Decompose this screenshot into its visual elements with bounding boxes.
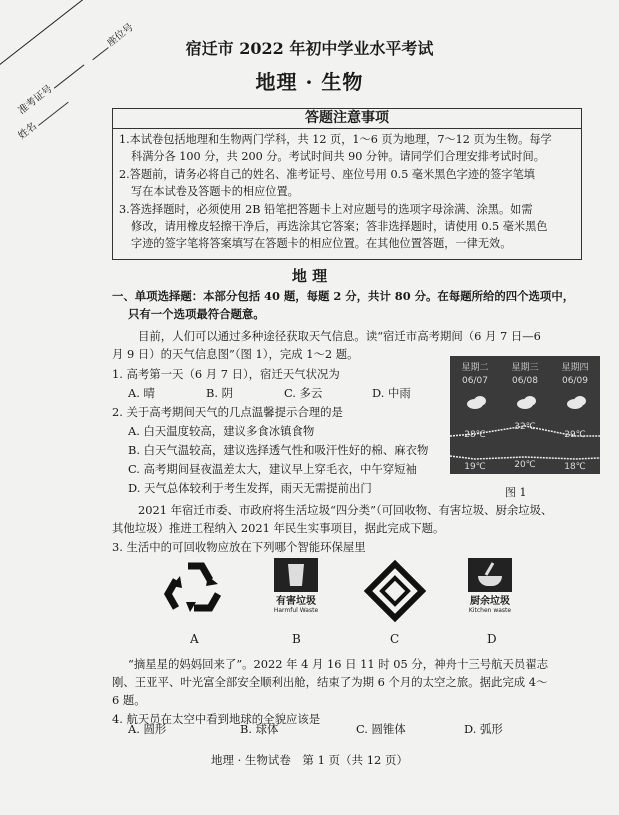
kitchen-icon bbox=[468, 558, 512, 592]
intro-q3-cont: 其他垃圾）推进工程纳入 2021 年民生实事项目，据此完成下题。 bbox=[112, 521, 445, 535]
page-footer: 地理 · 生物试卷 第 1 页（共 12 页） bbox=[210, 753, 409, 767]
bin-label-en: Harmful Waste bbox=[273, 607, 319, 614]
notice-line: 字迹的签字笔将答案填写在答题卡的相应位置。在其他位置答题，一律无效。 bbox=[131, 237, 512, 251]
figure-caption: 图 1 bbox=[505, 486, 527, 499]
intro-q1-2: 目前，人们可以通过多种途径获取天气信息。读“宿迁市高考期间（6 月 7 日—6 bbox=[138, 329, 541, 343]
harmful-waste-bin bbox=[256, 556, 336, 626]
bin-label-en: Kitchen waste bbox=[468, 607, 512, 614]
weather-graphics bbox=[450, 356, 600, 474]
q1-option-b: B. 阴 bbox=[206, 386, 234, 400]
notice-box bbox=[112, 108, 582, 260]
q4-stem: 4. 航天员在太空中看到地球的全貌应该是 bbox=[112, 712, 321, 726]
low-temp: 18℃ bbox=[564, 462, 586, 472]
notice-line: 修改，请用橡皮轻擦干净后，再选涂其它答案；答非选择题时，请使用 0.5 毫米黑色 bbox=[131, 220, 548, 234]
q1-option-a: A. 晴 bbox=[128, 386, 155, 400]
intro-q1-2-cont: 月 9 日）的天气信息图”（图 1），完成 1～2 题。 bbox=[112, 347, 359, 361]
date-label: 06/07 bbox=[462, 376, 488, 386]
q1-stem: 1. 高考第一天（6 月 7 日），宿迁天气状况为 bbox=[112, 367, 340, 381]
q4-options bbox=[128, 720, 548, 738]
intro-q4: “摘星星的妈妈回来了”。2022 年 4 月 16 日 11 时 05 分，神舟十三号航天员翟志 bbox=[128, 657, 549, 671]
q1-option-c: C. 多云 bbox=[284, 386, 323, 400]
weather-figure bbox=[450, 356, 600, 474]
q1-options bbox=[128, 384, 448, 402]
low-temp: 20℃ bbox=[514, 460, 536, 470]
exam-id-field: 准考证号 bbox=[14, 55, 88, 117]
name-field: 姓名 bbox=[14, 92, 72, 142]
bin-label-cn: 有害垃圾 bbox=[276, 596, 316, 607]
day-label: 星期四 bbox=[561, 363, 589, 373]
notice-line: 1.本试卷包括地理和生物两门学科，共 12 页，1～6 页为地理，7～12 页为生物。每学 bbox=[119, 133, 552, 146]
option-letter: A bbox=[190, 632, 199, 646]
high-temp: 32℃ bbox=[514, 422, 536, 432]
notice-line: 科满分各 100 分，共 200 分。考试时间共 90 分钟。请同学们合理安排考试时间。 bbox=[131, 150, 545, 164]
date-label: 06/09 bbox=[562, 376, 588, 386]
subject-title: 地理 · 生物 bbox=[255, 70, 364, 94]
notice-line: 写在本试卷及答题卡的相应位置。 bbox=[131, 185, 299, 199]
q4-option-d: D. 弧形 bbox=[464, 722, 503, 736]
q3-stem: 3. 生活中的可回收物应放在下列哪个智能环保屋里 bbox=[112, 540, 366, 554]
intro-q3: 2021 年宿迁市委、市政府将生活垃圾“四分类”（可回收物、有害垃圾、厨余垃圾、 bbox=[138, 503, 553, 517]
q2-option-c: C. 高考期间昼夜温差太大，建议早上穿毛衣，中午穿短袖 bbox=[128, 462, 417, 476]
bin-label-cn: 厨余垃圾 bbox=[470, 596, 510, 607]
option-letter: D bbox=[487, 632, 497, 646]
low-temp-line bbox=[450, 456, 600, 459]
q2-stem: 2. 关于高考期间天气的几点温馨提示合理的是 bbox=[112, 405, 343, 419]
notice-line: 3.答选择题时，必须使用 2B 铅笔把答题卡上对应题号的选项字母涂满、涂黑。如需 bbox=[119, 202, 533, 216]
q2-option-b: B. 白天气温较高，建议选择透气性和吸汗性好的棉、麻衣物 bbox=[128, 443, 429, 457]
low-temp: 19℃ bbox=[464, 462, 486, 472]
date-label: 06/08 bbox=[512, 376, 538, 386]
recycle-icon bbox=[150, 556, 240, 626]
part-heading: 一、单项选择题：本部分包括 40 题，每题 2 分，共计 80 分。在每题所给的四个选项中， bbox=[112, 289, 575, 303]
q2-option-d: D. 天气总体较利于考生发挥，雨天无需提前出门 bbox=[128, 481, 372, 495]
notice-line: 2.答题前，请务必将自己的姓名、准考证号、座位号用 0.5 毫米黑色字迹的签字笔填 bbox=[119, 167, 535, 181]
high-temp: 29℃ bbox=[564, 430, 586, 440]
seat-field: 座位号 bbox=[84, 19, 136, 64]
q4-option-b: B. 球体 bbox=[240, 722, 279, 736]
day-label: 星期二 bbox=[461, 363, 489, 373]
intro-q4-cont: 刚、王亚平、叶光富全部安全顺利出舱，结束了为期 6 个月的太空之旅。据此完成 4～ bbox=[112, 675, 548, 689]
part-heading-cont: 只有一个选项最符合题意。 bbox=[128, 307, 265, 321]
harmful-icon bbox=[274, 558, 318, 592]
notice-title: 答题注意事项 bbox=[113, 109, 581, 129]
high-temp: 28℃ bbox=[464, 430, 486, 440]
option-letter: C bbox=[390, 632, 400, 646]
intro-q4-cont2: 6 题。 bbox=[112, 693, 146, 707]
q1-option-d: D. 中雨 bbox=[372, 386, 411, 400]
option-letter: B bbox=[292, 632, 301, 646]
kitchen-waste-bin bbox=[450, 556, 530, 626]
cloud-icon bbox=[467, 396, 586, 409]
q2-option-a: A. 白天温度较高，建议多食冰镇食物 bbox=[128, 424, 315, 438]
q4-option-a: A. 圆形 bbox=[128, 722, 167, 736]
other-waste-icon bbox=[350, 556, 440, 626]
section-title: 地 理 bbox=[291, 267, 328, 285]
q4-option-c: C. 圆锥体 bbox=[356, 722, 406, 736]
exam-title: 宿迁市 2022 年初中学业水平考试 bbox=[185, 39, 434, 58]
day-label: 星期三 bbox=[511, 363, 539, 373]
